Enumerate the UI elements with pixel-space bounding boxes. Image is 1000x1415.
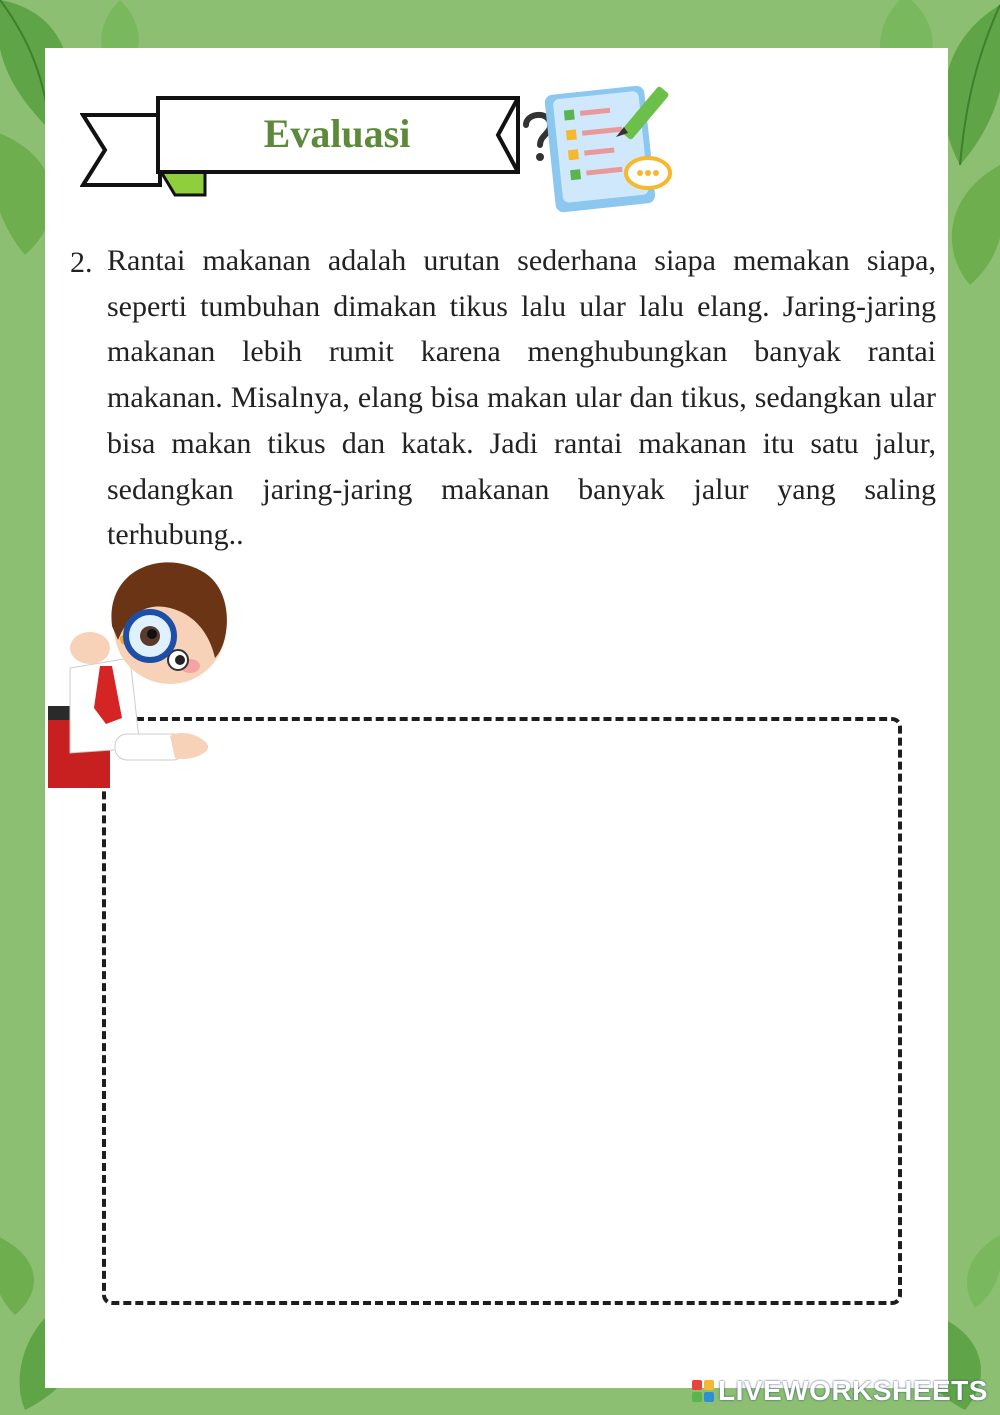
brand-text: LIVEWORKSHEETS: [718, 1375, 988, 1406]
checklist-icon: [520, 75, 675, 215]
liveworksheets-logo: [692, 1374, 988, 1408]
question-mark-icon: [526, 115, 550, 161]
question-number: 2.: [70, 246, 93, 279]
speech-bubble-icon: [626, 158, 670, 188]
page-title: Evaluasi: [263, 110, 411, 156]
question-text: Rantai makanan adalah urutan sederhana siapa memakan siapa, seperti tumbuhan dimakan tikus lalu ular lalu elang. Jaring-jaring makanan lebih rumit karena menghubungkan banyak rantai makanan. Misalnya, elang bisa makan ular dan tikus, sedangkan ular bisa makan tikus dan katak. Jadi rantai makanan itu satu jalur, sedangkan jaring-jaring makanan banyak jalur yang saling terhubung..: [107, 244, 936, 552]
answer-box[interactable]: [102, 717, 902, 1305]
kid-with-magnifier-illustration: [30, 548, 240, 798]
leaf-icon: [955, 1230, 1000, 1310]
liveworksheets-mark-icon: [692, 1380, 714, 1402]
